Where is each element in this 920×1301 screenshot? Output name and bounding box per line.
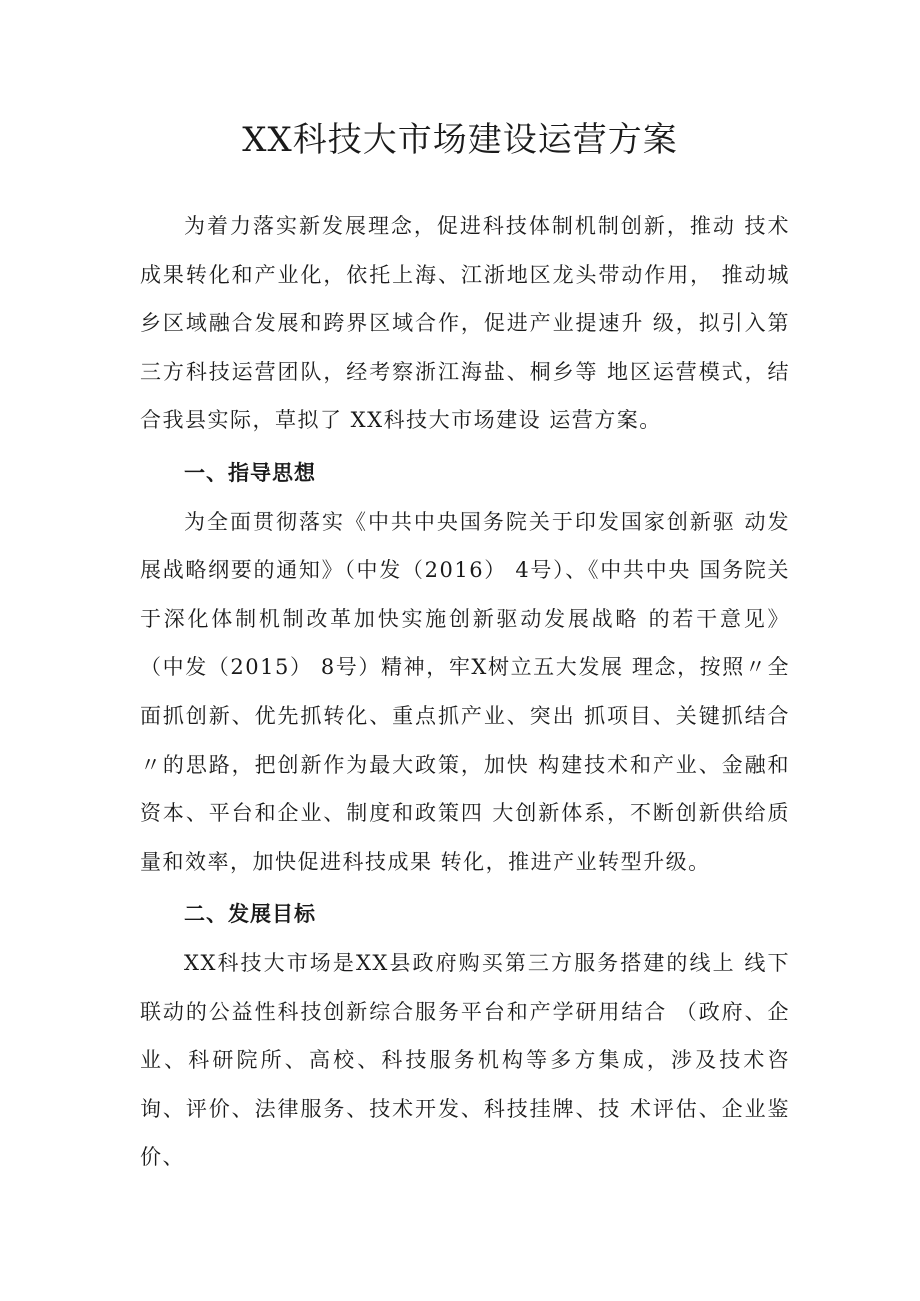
document-body [140, 202, 790, 1182]
section-paragraph-guiding-ideology: 为全面贯彻落实《中共中央国务院关于印发国家创新驱 动发展战略纲要的通知》（中发（2016） 4号）、《中共中央 国务院关于深化体制机制改革加快实施创新驱动发展战略 的若干意见》（中发（2015） 8号）精神，牢X树立五大发展 理念，按照〃全面抓创新、优先抓转化、重点抓产业、突出 抓项目、关键抓结合〃的思路，把创新作为最大政策，加快 构建技术和产业、金融和资本、平台和企业、制度和政策四 大创新体系，不断创新供给质量和效率，加快促进科技成果 转化，推进产业转型升级。 [140, 509, 790, 874]
section-paragraph-development-goals: XX科技大市场是XX县政府购买第三方服务搭建的线上 线下联动的公益性科技创新综合服务平台和产学研用结合 （政府、企业、科研院所、高校、科技服务机构等多方集成，涉及技术咨询、评价、法律服务、技术开发、科技挂牌、技 术评估、企业鉴价、 [140, 950, 790, 1170]
section-heading-development-goals: 二、发展目标 [184, 902, 316, 927]
intro-paragraph: 为着力落实新发展理念，促进科技体制机制创新，推动 技术成果转化和产业化，依托上海、江浙地区龙头带动作用， 推动城乡区域融合发展和跨界区域合作，促进产业提速升 级，拟引入第三方科技运营团队，经考察浙江海盐、桐乡等 地区运营模式，结合我县实际，草拟了 XX科技大市场建设 运营方案。 [140, 214, 790, 433]
section-heading-guiding-ideology: 一、指导思想 [184, 460, 316, 485]
document-title: XX科技大市场建设运营方案 [242, 120, 678, 160]
